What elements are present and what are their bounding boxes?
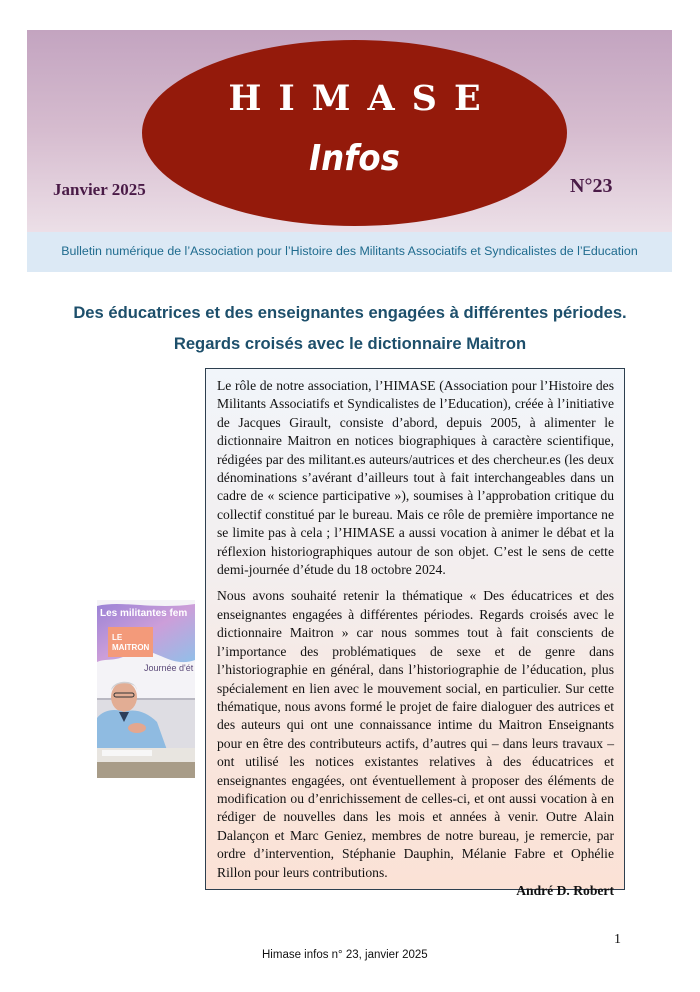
- article-title: Des éducatrices et des enseignantes engagées à différentes périodes.: [73, 303, 627, 322]
- footer-text: Himase infos n° 23, janvier 2025: [262, 949, 428, 961]
- slide-logo-le: LE: [112, 633, 123, 642]
- issue-number: N°23: [570, 175, 613, 197]
- masthead-ellipse: [142, 40, 567, 226]
- slide-logo-maitron: MAITRON: [112, 643, 150, 652]
- tagline-strip: [27, 232, 672, 272]
- author-signature: André D. Robert: [516, 882, 614, 898]
- slide-side-text: Journée d'ét: [143, 663, 195, 673]
- article-subtitle: Regards croisés avec le dictionnaire Maitron: [173, 334, 527, 353]
- speaker-photo: [97, 600, 195, 778]
- masthead-brand: HIMASE: [228, 78, 498, 119]
- page-number: 1: [614, 932, 621, 947]
- tagline: Bulletin numérique de l’Association pour l’Histoire des Militants Associatifs et Syndicalistes de l’Education: [61, 244, 638, 258]
- issue-date: Janvier 2025: [53, 180, 146, 199]
- editorial-paragraph: Le rôle de notre association, l’HIMASE (Association pour l’Histoire des Militants Associatifs et Syndicalistes de l’Education), créée à l’initiative de Jacques Girault, consiste d’abord, depuis 2005, à alimenter le dictionnaire Maitron en notices biographiques à caractère scientifique, rédigées par des militant.es auteurs/autrices et des chercheur.es (les deux dénominations s’avérant d’ailleurs tout à fait interchangeables dans un cadre de « science participative »), soumises à l’approbation critique du collectif constitué par le bureau. Mais ce rôle de première importance ne se limite pas à cela ; l’HIMASE a aussi vocation à animer le débat et la réflexion historiographiques autour de son objet. C’est le sens de cette demi-journée d’étude du 18 octobre 2024.: [217, 378, 614, 578]
- masthead-banner: [27, 30, 672, 232]
- photo-illustration: [97, 600, 195, 778]
- slide-title: Les militantes fem: [100, 608, 188, 619]
- masthead-subtitle: Infos: [309, 138, 400, 179]
- editorial-box: [205, 368, 625, 898]
- editorial-paragraph: Nous avons souhaité retenir la thématique « Des éducatrices et des enseignantes engagées à différentes périodes. Regards croisés avec le dictionnaire Maitron » car nous sommes tout à fait conscients de l’importance des problématiques de sexe et de genre dans l’historiographie en général, dans l’historiographie de l’éducation, plus spécialement en lien avec le mouvement social, en particulier. Sur cette thématique, nous avons formé le projet de faire dialoguer des autrices et des auteurs qui ont une connaissance intime du Maitron Enseignants pour en être des contributeurs actifs, d’autres qui – dans leurs travaux – ont utilisé les notices existantes relatives à des éducatrices et enseignantes engagées, ont éventuellement à proposer des éléments de modification ou d’enrichissement de celles-ci, et ont aussi vocation à en rédiger de nouvelles dans les mois et années à venir. Outre Alain Dalançon et Marc Geniez, membres de notre bureau, je remercie, par ordre d’intervention, Stéphanie Dauphin, Mélanie Fabre et Ophélie Rillon pour leurs contributions.: [217, 588, 614, 880]
